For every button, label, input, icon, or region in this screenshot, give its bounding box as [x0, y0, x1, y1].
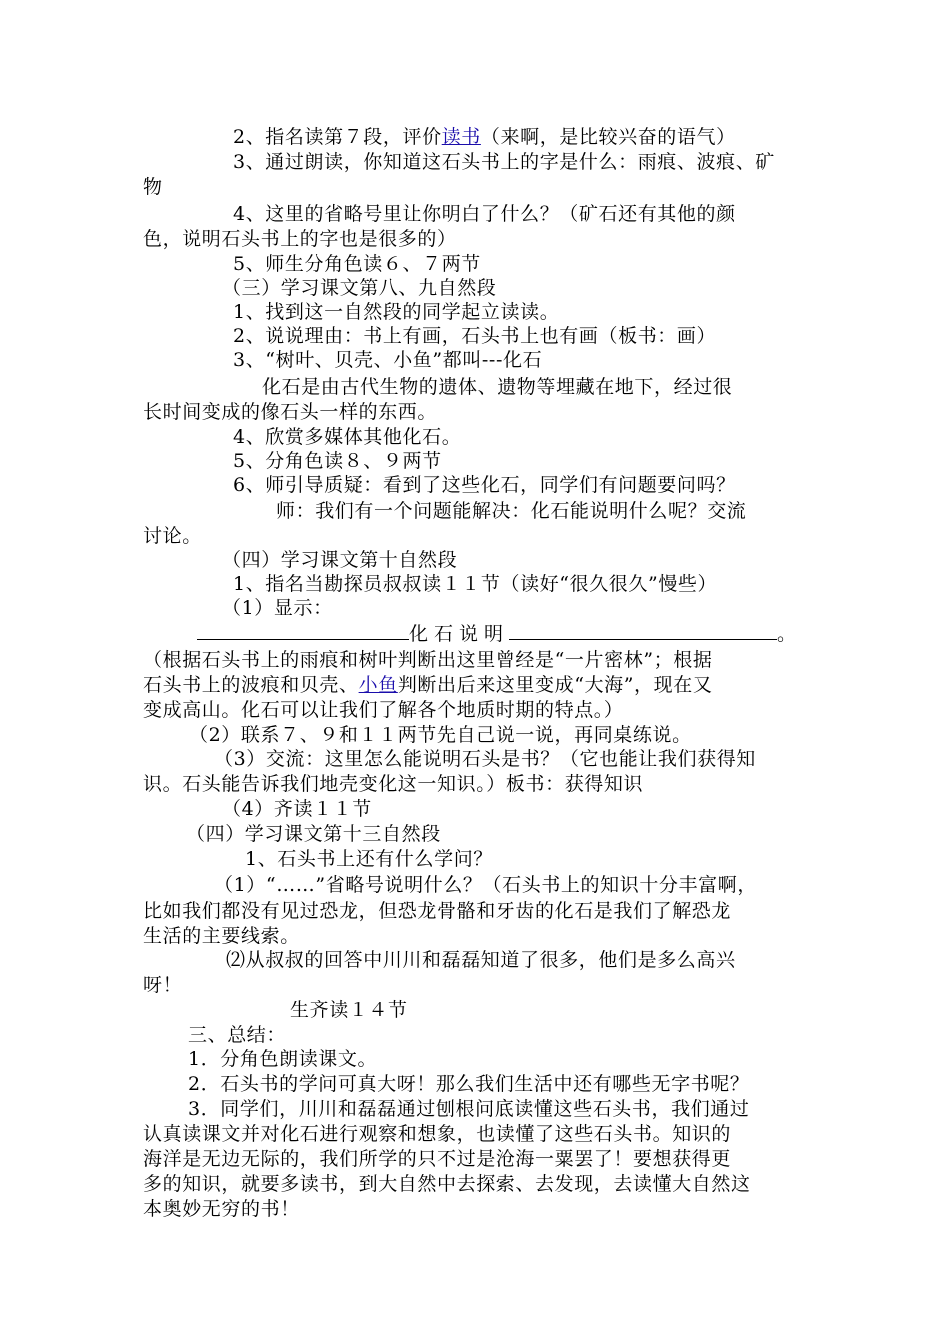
text-line: 物 — [143, 176, 163, 198]
text-line: 4、这里的省略号里让你明白了什么？（矿石还有其他的颜 — [233, 203, 736, 225]
fill-in-line — [197, 621, 797, 647]
blank-before — [197, 621, 409, 640]
section-heading: （三）学习课文第八、九自然段 — [222, 277, 497, 299]
text-line: 1、找到这一自然段的同学起立读读。 — [233, 301, 560, 323]
text-line: 比如我们都没有见过恐龙，但恐龙骨骼和牙齿的化石是我们了解恐龙 — [143, 900, 732, 922]
line-text: 2、指名读第７段，评价 — [233, 126, 442, 148]
text-line: 3、通过朗读，你知道这石头书上的字是什么：雨痕、波痕、矿 — [233, 151, 775, 173]
line-end: 。 — [777, 623, 797, 645]
text-line: 生活的主要线索。 — [143, 925, 300, 947]
text-line: 多的知识，就要多读书，到大自然中去探索、去发现，去读懂大自然这 — [143, 1173, 751, 1195]
text-line: 1、指名当勘探员叔叔读１１节（读好“很久很久”慢些） — [233, 573, 718, 595]
text-line: 6、师引导质疑：看到了这些化石，同学们有问题要问吗？ — [233, 474, 736, 496]
section-heading: （四）学习课文第十自然段 — [222, 549, 458, 571]
line-text: （来啊，是比较兴奋的语气） — [480, 126, 736, 148]
text-line: 长时间变成的像石头一样的东西。 — [143, 401, 438, 423]
text-line: （1）显示： — [222, 597, 333, 619]
text-line: 识。石头能告诉我们地壳变化这一知识。）板书：获得知识 — [143, 773, 644, 795]
text-line: 海洋是无边无际的，我们所学的只不过是沧海一粟罢了！要想获得更 — [143, 1148, 732, 1170]
text-line: （2）联系７、９和１１两节先自己说一说，再同桌练说。 — [189, 724, 692, 746]
text-line: 呀！ — [143, 974, 183, 996]
text-line: （4）齐读１１节 — [222, 798, 372, 820]
text-line: ⑵从叔叔的回答中川川和磊磊知道了很多，他们是多么高兴 — [226, 949, 736, 971]
text-line: 3．同学们，川川和磊磊通过刨根问底读懂这些石头书，我们通过 — [188, 1098, 750, 1120]
text-line: 讨论。 — [143, 525, 202, 547]
text-line: 1．分角色朗读课文。 — [188, 1048, 378, 1070]
line-text: 石头书上的波痕和贝壳、 — [143, 674, 359, 696]
text-line: （根据石头书上的雨痕和树叶判断出这里曾经是“一片密林”；根据 — [143, 649, 713, 671]
text-line: 认真读课文并对化石进行观察和想象，也读懂了这些石头书。知识的 — [143, 1123, 732, 1145]
section-heading: 三、总结： — [188, 1024, 287, 1046]
text-line: 4、欣赏多媒体其他化石。 — [233, 426, 462, 448]
text-line: （1）“……”省略号说明什么？（石头书上的知识十分丰富啊， — [214, 874, 757, 896]
text-line: 生齐读１４节 — [290, 999, 408, 1021]
line-text: 判断出后来这里变成“大海”，现在又 — [397, 674, 713, 696]
text-line: 师：我们有一个问题能解决：化石能说明什么呢？交流 — [276, 500, 747, 522]
text-line: 色，说明石头书上的字也是很多的） — [143, 228, 457, 250]
text-line: 3、“树叶、贝壳、小鱼”都叫---化石 — [233, 349, 543, 371]
text-line: 本奥妙无穷的书！ — [143, 1198, 300, 1220]
text-line: 化石是由古代生物的遗体、遗物等埋藏在地下，经过很 — [262, 376, 733, 398]
text-line: 5、分角色读８、９两节 — [233, 450, 442, 472]
link-xiaoyu[interactable]: 小鱼 — [358, 674, 398, 696]
link-dushu[interactable]: 读书 — [441, 126, 481, 148]
text-line — [143, 672, 712, 698]
text-line: 2、说说理由：书上有画，石头书上也有画（板书：画） — [233, 325, 717, 347]
text-line: 1、石头书上还有什么学问？ — [245, 848, 493, 870]
text-line: 变成高山。化石可以让我们了解各个地质时期的特点。） — [143, 699, 624, 721]
text-line — [233, 124, 736, 150]
fill-in-text: 化石说明 — [409, 623, 510, 645]
text-line: 2．石头书的学问可真大呀！那么我们生活中还有哪些无字书呢？ — [188, 1073, 750, 1095]
text-line: （3）交流：这里怎么能说明石头是书？（它也能让我们获得知 — [214, 748, 756, 770]
section-heading: （四）学习课文第十三自然段 — [186, 823, 441, 845]
blank-after — [509, 621, 777, 640]
text-line: 5、师生分角色读６、７两节 — [233, 253, 481, 275]
